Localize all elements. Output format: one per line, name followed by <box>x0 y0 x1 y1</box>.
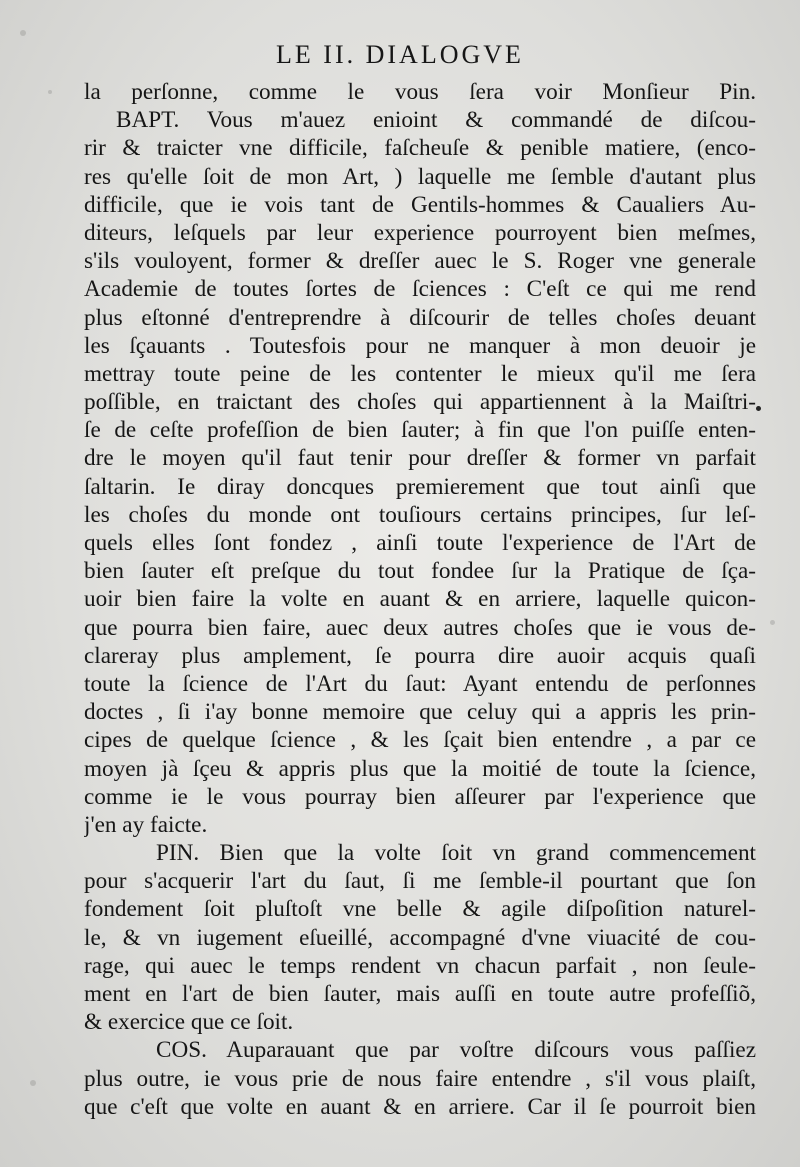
text-line: le, & vn iugement eſueillé, accompagné d'vne viuacité de cou- <box>84 924 756 951</box>
text-line: difficile, que ie vois tant de Gentils-hommes & Caualiers Au- <box>84 191 756 218</box>
text-line: s'ils vouloyent, former & dreſſer auec le S. Roger vne generale <box>84 248 756 275</box>
text-line: COS. Auparauant que par voſtre diſcours vous paſſiez <box>156 1037 756 1064</box>
text-line: uoir bien faire la volte en auant & en arriere, laquelle quicon- <box>84 586 756 613</box>
text-line: plus eſtonné d'entreprendre à diſcourir de telles choſes deuant <box>84 304 756 331</box>
text-line: les ſçauants . Toutesfois pour ne manquer à mon deuoir je <box>84 332 756 359</box>
text-line: les choſes du monde ont touſiours certains principes, ſur leſ- <box>84 501 756 528</box>
text-line: Academie de toutes ſortes de ſciences : C'eſt ce qui me rend <box>84 276 756 303</box>
text-line: BAPT. Vous m'auez enioint & commandé de diſcou- <box>116 107 756 134</box>
text-line: cipes de quelque ſcience , & les ſçait bien entendre , a par ce <box>84 727 756 754</box>
text-line: toute la ſcience de l'Art du ſaut: Ayant entendu de perſonnes <box>84 670 756 697</box>
text-line: poſſible, en traictant des choſes qui appartiennent à la Maiſtri- <box>84 389 756 416</box>
text-line: mettray toute peine de les contenter le mieux qu'il me ſera <box>84 360 756 387</box>
foxing-spot <box>48 90 52 94</box>
text-line: que c'eſt que volte en auant & en arriere. Car il ſe pourroit bien <box>84 1093 756 1120</box>
text-line: pour s'acquerir l'art du ſaut, ſi me ſemble-il pourtant que ſon <box>84 868 756 895</box>
text-line: quels elles ſont fondez , ainſi toute l'experience de l'Art de <box>84 530 756 556</box>
text-line: PIN. Bien que la volte ſoit vn grand commencement <box>156 840 756 867</box>
text-line: rage, qui auec le temps rendent vn chacun parfait , non ſeule- <box>84 952 756 979</box>
text-line: la perſonne, comme le vous ſera voir Monſieur Pin. <box>84 79 756 105</box>
text-line: fondement ſoit pluſtoſt vne belle & agile diſpoſition naturel- <box>84 896 756 923</box>
foxing-spot <box>20 30 26 36</box>
text-line: que pourra bien faire, auec deux autres choſes que ie vous de- <box>84 614 756 641</box>
text-line: & exercice que ce ſoit. <box>84 1009 294 1036</box>
text-line: dre le moyen qu'il faut tenir pour dreſſer & former vn parfait <box>84 445 756 472</box>
text-line: doctes , ſi i'ay bonne memoire que celuy qui a appris les prin- <box>84 699 756 726</box>
text-line: ſaltarin. Ie diray doncques premierement que tout ainſi que <box>84 473 756 500</box>
text-line: clareray plus amplement, ſe pourra dire auoir acquis quaſi <box>84 642 756 669</box>
text-line: rir & traicter vne difficile, faſcheuſe & penible matiere, (enco- <box>84 135 756 162</box>
text-line: comme ie le vous pourray bien aſſeurer par l'experience que <box>84 783 756 810</box>
text-line: plus outre, ie vous prie de nous faire entendre , s'il vous plaiſt, <box>84 1065 756 1092</box>
text-line: moyen jà ſçeu & appris plus que la moitié de toute la ſcience, <box>84 755 756 782</box>
running-header: LE II. DIALOGVE <box>276 40 524 69</box>
text-line: diteurs, leſquels par leur experience pourroyent bien meſmes, <box>84 219 756 246</box>
foxing-spot <box>30 1080 36 1086</box>
text-line: bien ſauter eſt preſque du tout fondee ſur la Pratique de ſça- <box>84 558 756 585</box>
text-line: j'en ay faicte. <box>84 811 208 838</box>
margin-dot <box>756 406 761 411</box>
text-line: res qu'elle ſoit de mon Art, ) laquelle me ſemble d'autant plus <box>84 163 756 190</box>
body-text <box>84 78 756 1121</box>
text-line: ment en l'art de bien ſauter, mais auſſi en toute autre profeſſiõ, <box>84 981 756 1007</box>
text-line: ſe de ceſte profeſſion de bien ſauter; à fin que l'on puiſſe enten- <box>84 417 756 444</box>
foxing-spot <box>770 620 775 625</box>
